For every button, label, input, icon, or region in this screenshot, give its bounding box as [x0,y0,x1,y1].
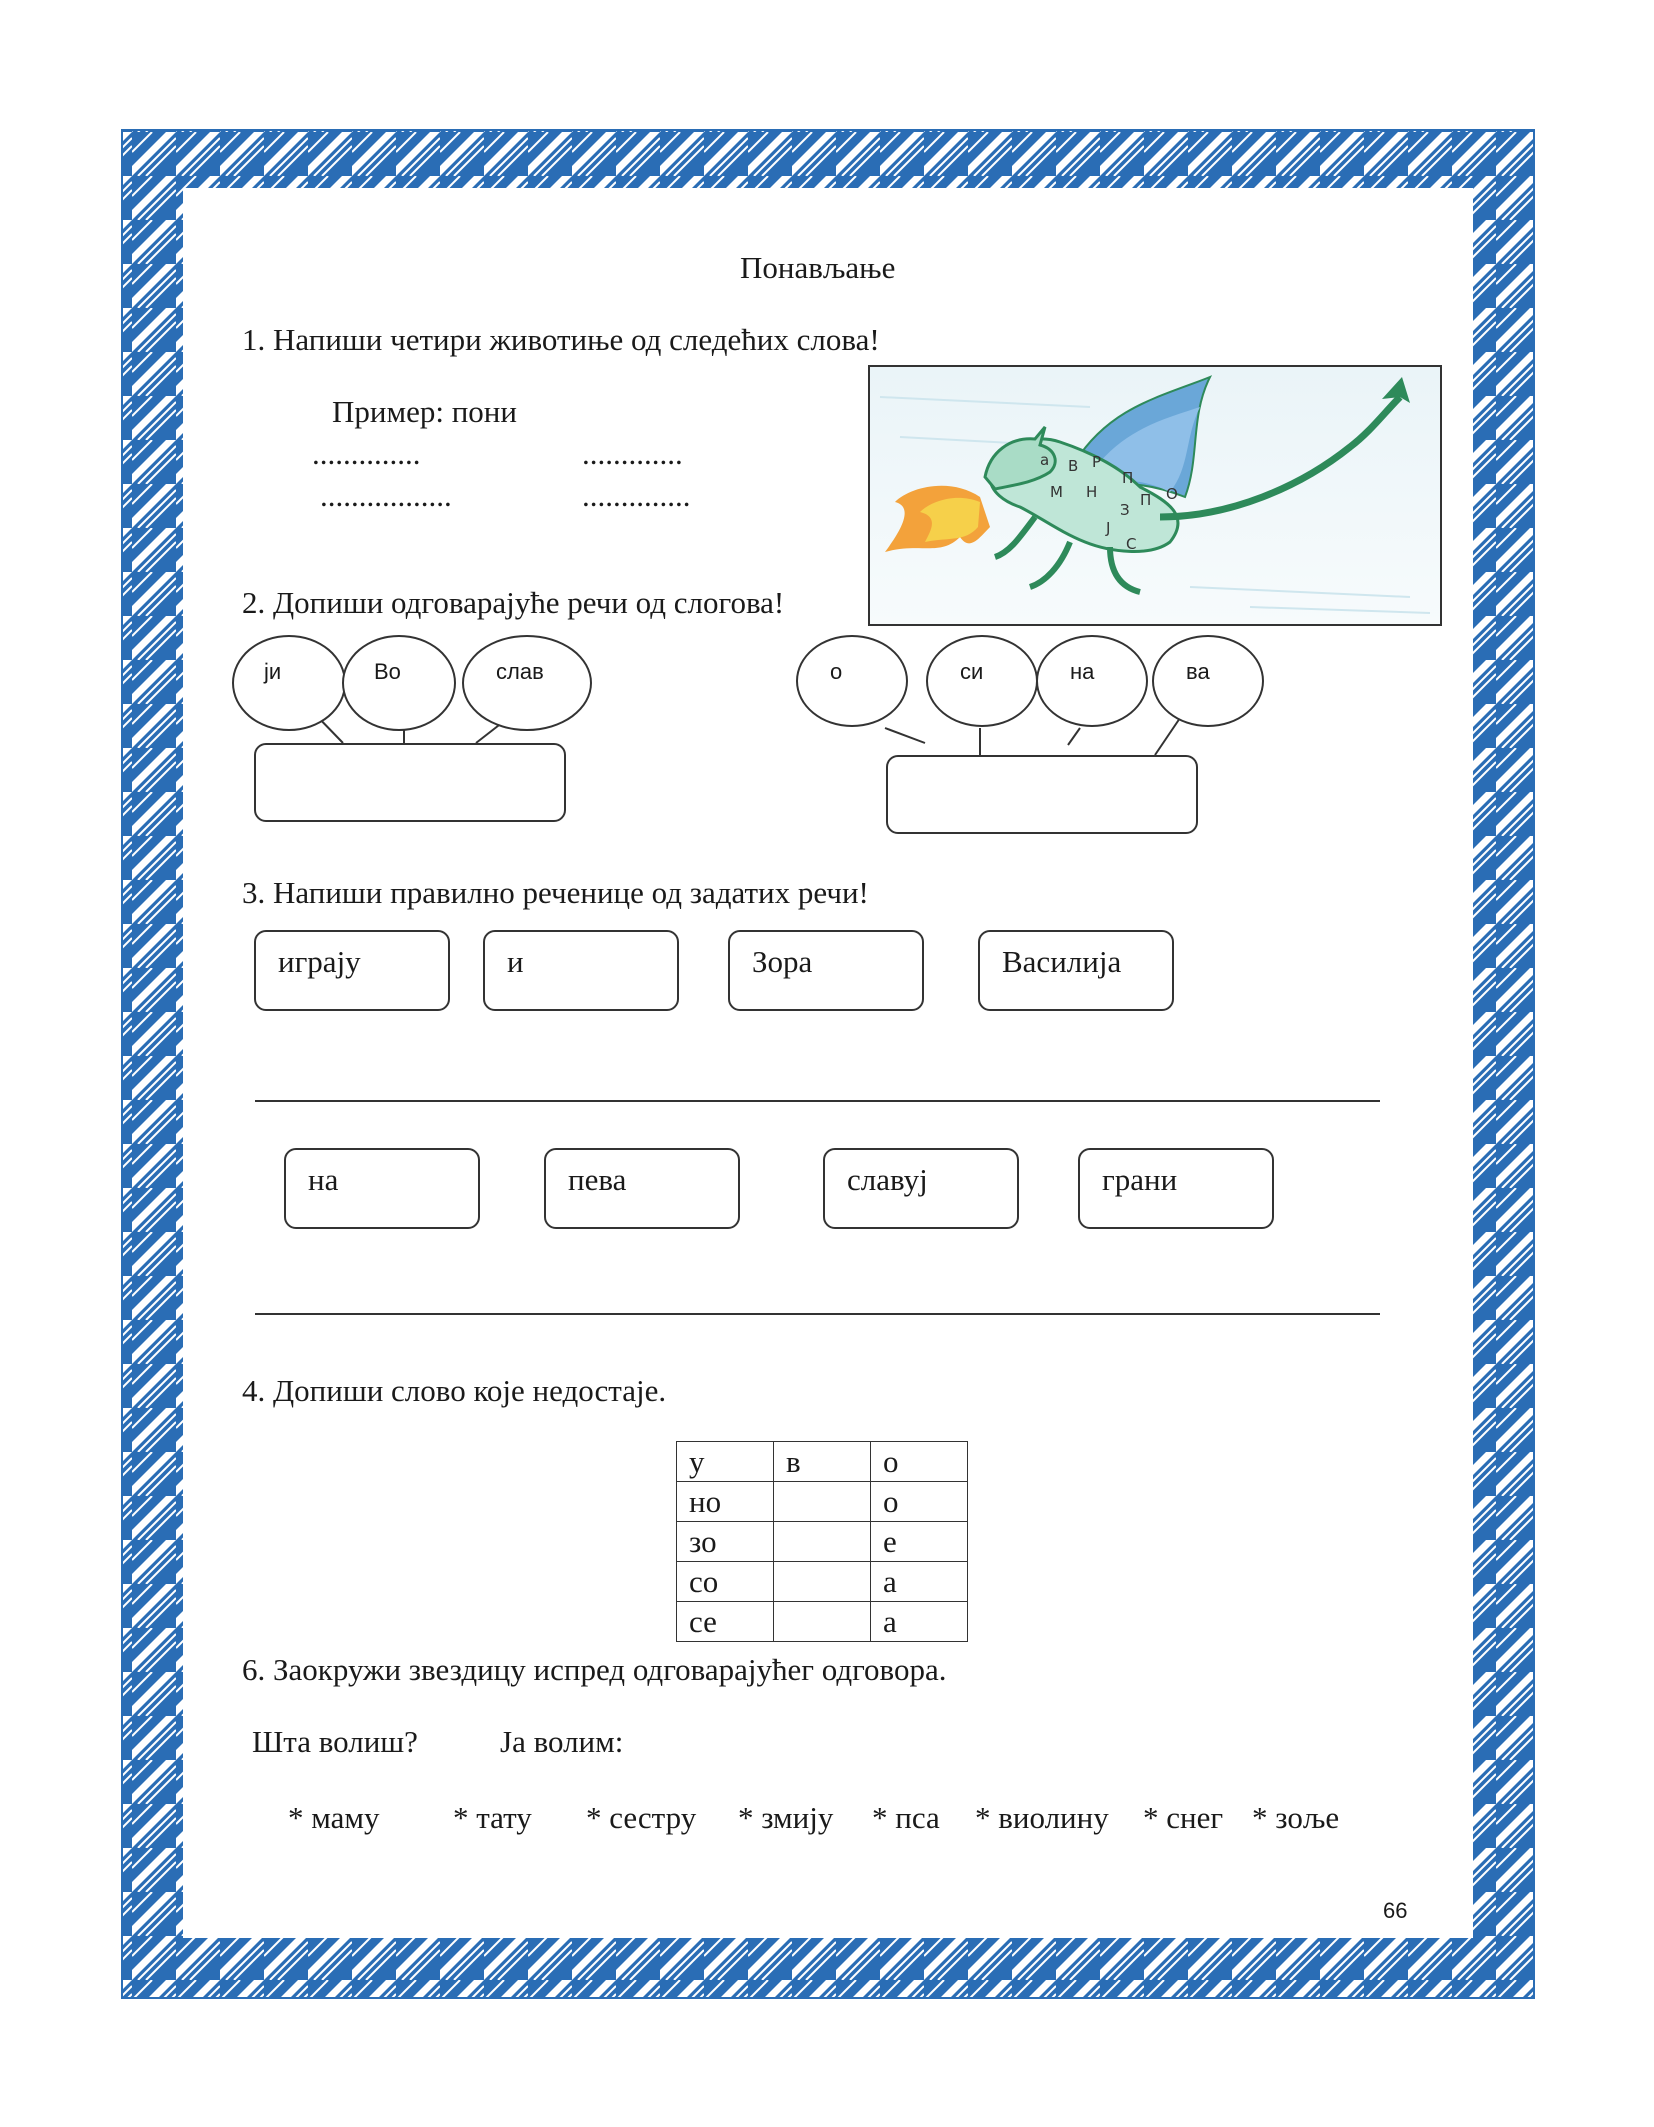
word-card: славуј [823,1148,1019,1229]
syllable-bubble: слав [462,635,592,731]
option-sestru[interactable]: * сестру [586,1800,697,1835]
page-title: Понављање [740,250,896,285]
syllable-connectors [0,0,1654,900]
table-row [677,1442,968,1482]
word-card: и [483,930,679,1011]
option-sneg[interactable]: * снег [1143,1800,1224,1835]
word-card: Василија [978,930,1174,1011]
dragon-letter: О [1166,485,1178,503]
table-cell-blank[interactable] [774,1522,871,1562]
page-number: 66 [1383,1898,1408,1923]
task6-question: Шта волиш? [252,1724,418,1759]
option-violinu[interactable]: * виолину [975,1800,1109,1835]
word-card: грани [1078,1148,1274,1229]
answer-line-2[interactable] [255,1313,1380,1315]
dragon-letter: Р [1092,453,1102,471]
option-zolje[interactable]: * зоље [1252,1800,1340,1835]
table-cell: у [677,1442,774,1482]
table-cell-blank[interactable] [774,1602,871,1642]
table-cell: в [774,1442,871,1482]
task1-example: Пример: пони [332,394,517,429]
answer-box-2[interactable] [886,755,1198,834]
dragon-letter: П [1140,491,1152,509]
dragon-letter: Ј [1106,519,1111,537]
syllable-bubble: си [926,635,1038,727]
option-mamu[interactable]: * маму [288,1800,380,1835]
option-psa[interactable]: * пса [872,1800,940,1835]
table-cell: а [871,1562,968,1602]
syllable-bubble: ва [1152,635,1264,727]
answer-box-1[interactable] [254,743,566,822]
task4-heading: 4. Допиши слово које недостаје. [242,1373,667,1408]
task3-heading: 3. Напиши правилно реченице од задатих речи! [242,875,869,910]
table-cell: се [677,1602,774,1642]
syllable-bubble: о [796,635,908,727]
table-cell-blank[interactable] [774,1482,871,1522]
table-cell-blank[interactable] [774,1562,871,1602]
table-cell: со [677,1562,774,1602]
dragon-letter: В [1068,457,1079,475]
task1-blank-3[interactable]: ................. [320,478,452,513]
answer-line-1[interactable] [255,1100,1380,1102]
table-row [677,1602,968,1642]
dragon-letter: Н [1086,483,1098,501]
syllable-bubble: на [1036,635,1148,727]
dragon-letter: П [1122,469,1134,487]
table-cell: о [871,1482,968,1522]
table-row [677,1482,968,1522]
task1-blank-4[interactable]: .............. [582,478,691,513]
table-row [677,1522,968,1562]
task1-blank-2[interactable]: ............. [582,436,683,471]
table-cell: о [871,1442,968,1482]
task6-heading: 6. Заокружи звездицу испред одговарајућег одговора. [242,1652,947,1687]
table-cell: зо [677,1522,774,1562]
task1-blank-1[interactable]: .............. [312,436,421,471]
dragon-letter: С [1126,535,1137,553]
word-card: играју [254,930,450,1011]
missing-letter-table [676,1441,968,1642]
dragon-letter: З [1120,501,1130,519]
word-card: на [284,1148,480,1229]
syllable-bubble: ји [232,635,346,731]
table-row [677,1562,968,1602]
task6-answer-start: Ја волим: [500,1724,624,1759]
table-cell: но [677,1482,774,1522]
table-cell: е [871,1522,968,1562]
dragon-letter: а [1040,451,1050,469]
syllable-bubble: Во [342,635,456,731]
task1-heading: 1. Напиши четири животиње од следећих слова! [242,322,880,357]
word-card: пева [544,1148,740,1229]
task2-heading: 2. Допиши одговарајуће речи од слогова! [242,585,785,620]
option-tatu[interactable]: * тату [453,1800,532,1835]
dragon-letter: М [1050,483,1063,501]
table-cell: а [871,1602,968,1642]
word-card: Зора [728,930,924,1011]
option-zmiju[interactable]: * змију [738,1800,834,1835]
